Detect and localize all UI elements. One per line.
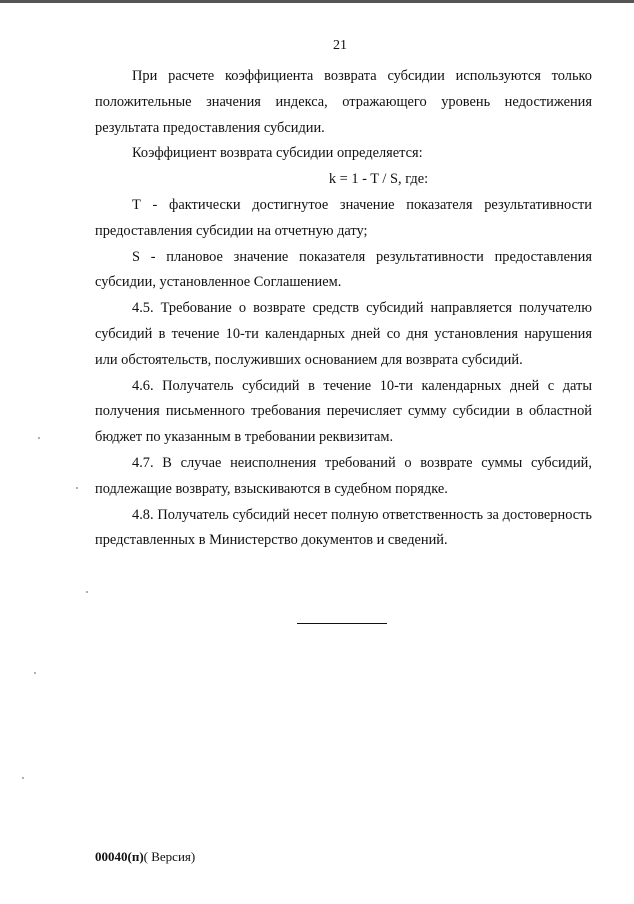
paragraph-4-8: 4.8. Получатель субсидий несет полную ответственность за достоверность представленных в Министерство документов и сведений. <box>95 506 592 549</box>
document-code: 00040(п) <box>95 849 144 864</box>
document-version: ( Версия) <box>143 849 196 864</box>
page-number: 21 <box>333 38 347 53</box>
scan-speck <box>38 437 40 439</box>
paragraph-4-7: 4.7. В случае неисполнения требований о возврате суммы субсидий, подлежащие возврату, взыскиваются в судебном порядке. <box>95 454 592 497</box>
paragraph-4-6: 4.6. Получатель субсидий в течение 10-ти календарных дней с даты получения письменного требования перечисляет сумму субсидии в областной бюджет по указанным в требовании реквизитам. <box>95 377 592 446</box>
document-body <box>95 64 592 554</box>
paragraph-4-5: 4.5. Требование о возврате средств субсидий направляется получателю субсидий в течение 10-ти календарных дней со дня установления нарушения или обстоятельств, послуживших основанием для возврата субсидий. <box>95 300 592 368</box>
top-edge-rule <box>0 0 634 3</box>
scan-speck <box>76 487 78 489</box>
formula: k = 1 - T / S, где: <box>328 171 429 188</box>
scan-speck <box>86 591 88 593</box>
footer <box>95 849 195 865</box>
scan-speck <box>34 672 36 674</box>
end-of-text-rule <box>297 623 387 624</box>
paragraph-s-definition: S - плановое значение показателя результативности предоставления субсидии, установленное Соглашением. <box>95 248 592 291</box>
paragraph-t-definition: Т - фактически достигнутое значение показателя результативности предоставления субсидии на отчетную дату; <box>95 196 592 239</box>
scan-speck <box>22 777 24 779</box>
paragraph-coefficient-intro: При расчете коэффициента возврата субсидии используются только положительные значения индекса, отражающего уровень недостижения результата предоставления субсидии. <box>95 68 592 136</box>
paragraph-coefficient-definition: Коэффициент возврата субсидии определяется: <box>132 145 423 162</box>
